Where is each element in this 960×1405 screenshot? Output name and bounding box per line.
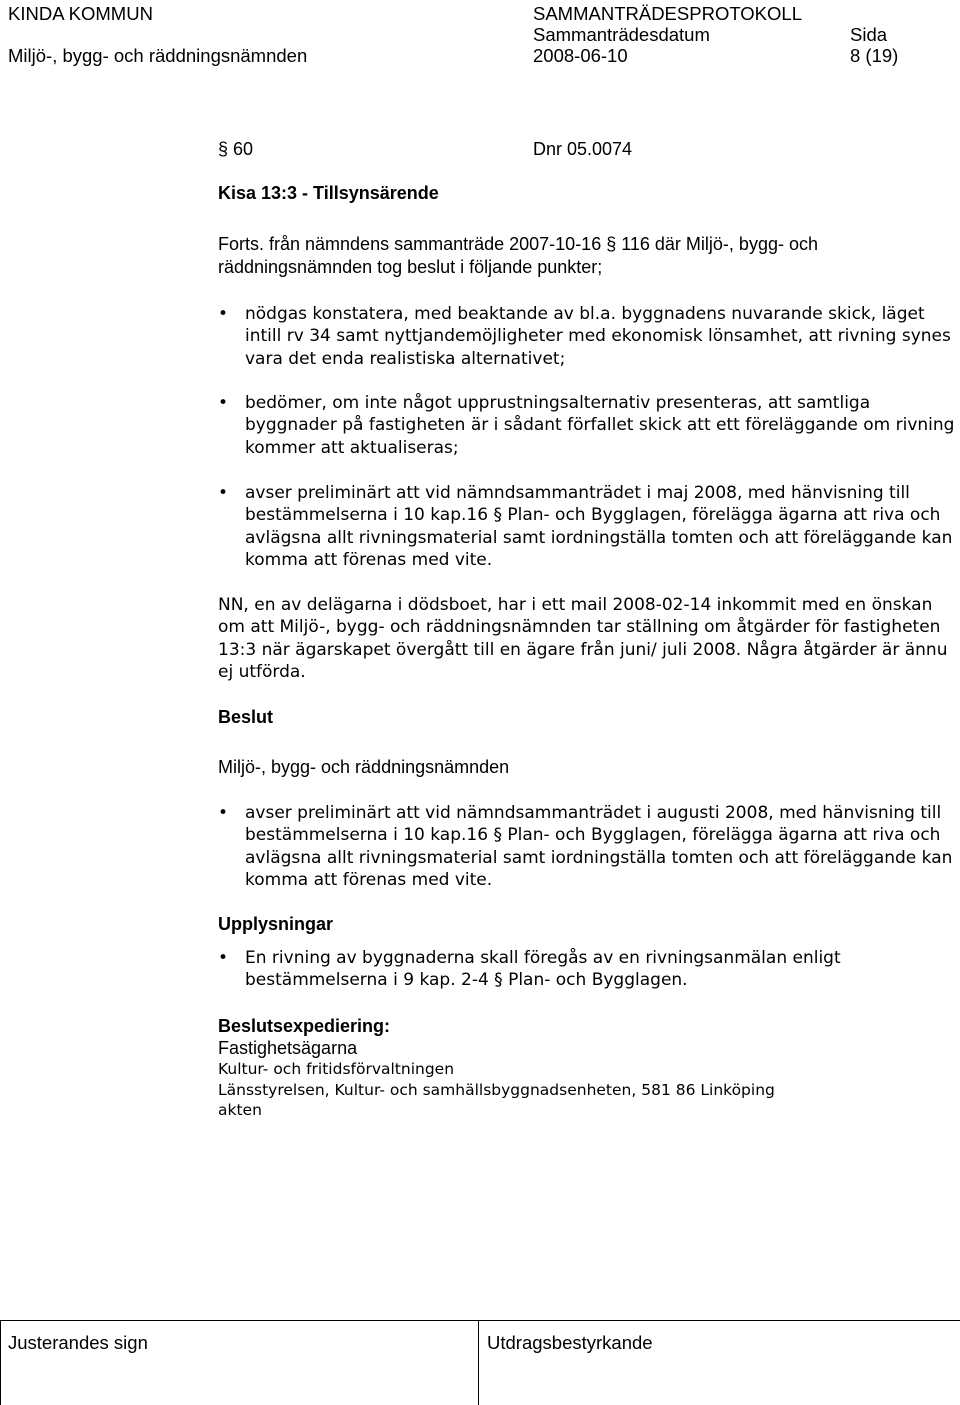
document-type: SAMMANTRÄDESPROTOKOLL	[533, 3, 802, 24]
info-points-list	[218, 947, 960, 992]
page-label: Sida	[850, 24, 888, 45]
previous-points-list-2	[218, 392, 958, 459]
page-number: 8 (19)	[850, 45, 899, 66]
list-item	[218, 482, 960, 572]
signature-label: Justerandes sign	[8, 1332, 148, 1353]
previous-points-list-3	[218, 482, 960, 572]
list-item	[218, 947, 960, 992]
decision-heading: Beslut	[218, 707, 274, 727]
case-dnr: Dnr 05.0074	[533, 139, 633, 159]
distribution-item: Länsstyrelsen, Kultur- och samhällsbyggnadsenheten, 581 86 Linköping	[218, 1080, 775, 1099]
info-heading: Upplysningar	[218, 914, 334, 934]
distribution-list	[218, 1059, 958, 1121]
meeting-date: 2008-06-10	[533, 45, 628, 66]
decision-points-list	[218, 802, 960, 892]
decision-body: Miljö-, bygg- och räddningsnämnden	[218, 757, 510, 777]
list-item-text: En rivning av byggnaderna skall föregås av en rivningsanmälan enligt bestämmelserna i 9 kap. 2-4 § Plan- och Bygglagen.	[245, 948, 841, 991]
case-paragraph: § 60	[218, 139, 254, 159]
committee-name: Miljö-, bygg- och räddningsnämnden	[8, 45, 308, 66]
list-item-text: avser preliminärt att vid nämndsammanträdet i augusti 2008, med hänvisning till bestämmelserna i 10 kap.16 § Plan- och Bygglagen, förelägga ägarna att riva och avlägsna allt rivningsmaterial samt iordningställa tomten och att föreläggande kan komma att förenas med vite.	[245, 803, 953, 891]
footer	[0, 1320, 960, 1404]
organisation-name: KINDA KOMMUN	[8, 3, 153, 24]
list-item-text: bedömer, om inte något upprustningsalternativ presenteras, att samtliga byggnader på fastigheten är i sådant förfallet skick att ett föreläggande om rivning kommer att aktualiseras;	[245, 393, 955, 458]
nn-paragraph: NN, en av delägarna i dödsboet, har i ett mail 2008-02-14 inkommit med en önskan om att Miljö-, bygg- och räddningsnämnden tar ställning om åtgärder för fastigheten 13:3 när ägarskapet övergått till en ägare från juni/ juli 2008. Några åtgärder är ännu ej utförda.	[218, 595, 948, 683]
distribution-heading: Beslutsexpediering:	[218, 1016, 391, 1036]
distribution-item: akten	[218, 1101, 262, 1120]
list-item	[218, 802, 960, 892]
distribution-first: Fastighetsägarna	[218, 1038, 358, 1058]
list-item	[218, 392, 958, 459]
list-item-text: nödgas konstatera, med beaktande av bl.a. byggnadens nuvarande skick, läget intill rv 34 samt nyttjandemöjligheter med ekonomisk lönsamhet, att rivning synes vara det enda realistiska alternativet;	[245, 304, 951, 369]
distribution-item: Kultur- och fritidsförvaltningen	[218, 1060, 455, 1078]
case-title: Kisa 13:3 - Tillsynsärende	[218, 183, 439, 203]
list-item-text: avser preliminärt att vid nämndsammanträdet i maj 2008, med hänvisning till bestämmelserna i 10 kap.16 § Plan- och Bygglagen, förelägga ägarna att riva och avlägsna allt rivningsmaterial samt iordningställa tomten och att föreläggande kan komma att förenas med vite.	[245, 483, 953, 571]
extract-label: Utdragsbestyrkande	[487, 1332, 653, 1353]
date-label: Sammanträdesdatum	[533, 24, 710, 45]
previous-points-list	[218, 303, 958, 370]
intro-text: Forts. från nämndens sammanträde 2007-10-16 § 116 där Miljö-, bygg- och räddningsnämnden tog beslut i följande punkter;	[218, 234, 818, 277]
list-item	[218, 303, 958, 370]
